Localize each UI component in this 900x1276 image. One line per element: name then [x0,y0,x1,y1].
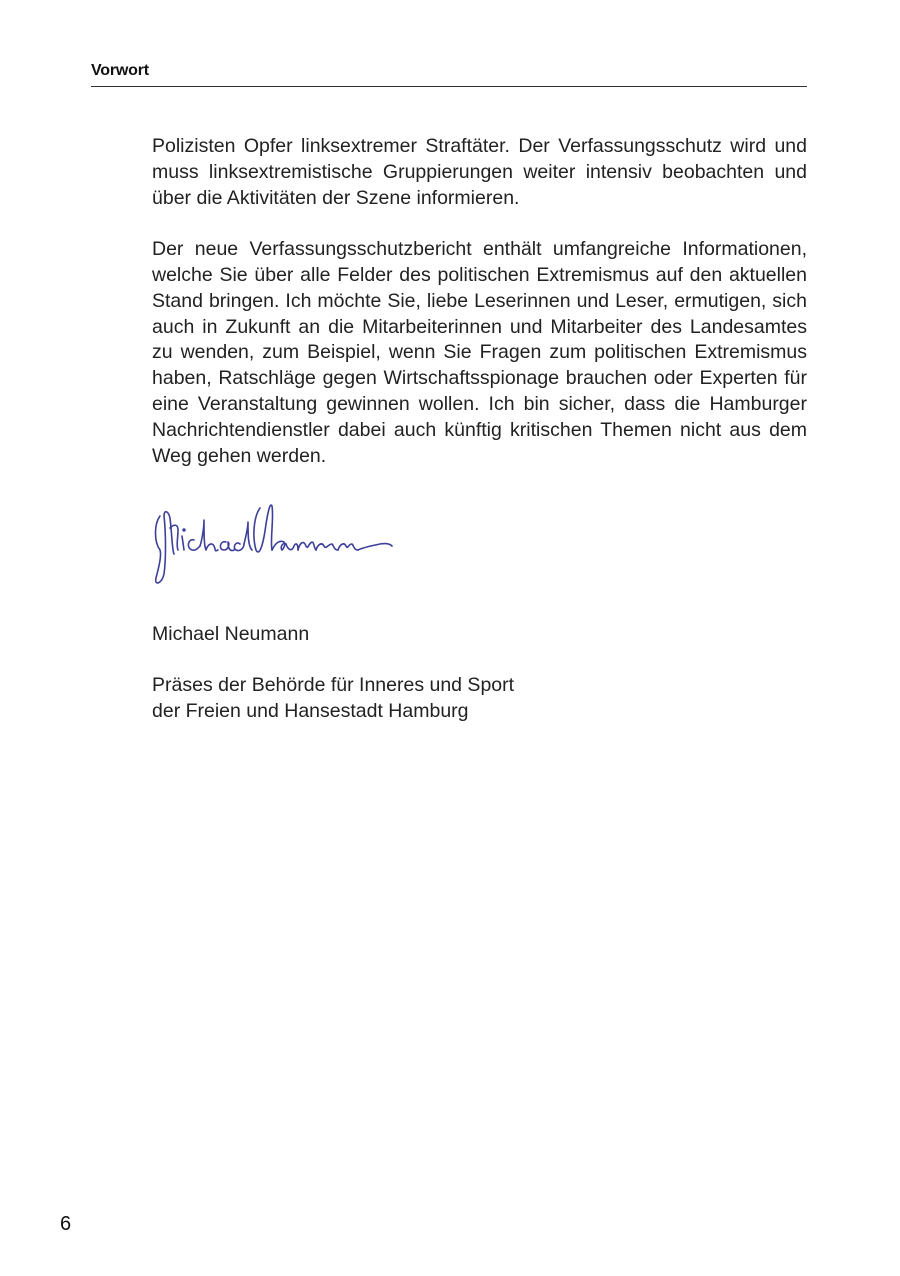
section-title: Vorwort [91,62,149,79]
signer-title-line: der Freien und Hansestadt Hamburg [152,699,469,722]
signer-name: Michael Neumann [152,623,310,645]
paragraph: Der neue Verfassungsschutzbericht enthält umfangreiche Informationen, welche Sie über alle Felder des politischen Extremismus auf den aktuellen Stand bringen. Ich möchte Sie, liebe Leserinnen und Leser, ermutigen, sich auch in Zukunft an die Mitarbeiterinnen und Mitarbeiter des Landesamtes zu wenden, zum Beispiel, wenn Sie Fragen zum politischen Extremismus haben, Ratschläge gegen Wirtschaftsspionage brauchen oder Experten für eine Veranstaltung gewinnen wollen. Ich bin sicher, dass die Hamburger Nachrichtendienstler dabei auch künftig kritischen Themen nicht aus dem Weg gehen werden. [152,238,807,467]
page-number: 6 [60,1213,72,1235]
signer-title-line: Präses der Behörde für Inneres und Sport [152,674,515,696]
foreword-body [152,134,807,469]
signer-title [152,673,514,725]
paragraph: Polizisten Opfer linksextremer Straftäter. Der Verfassungsschutz wird und muss linksextremistische Gruppierungen weiter intensiv beobachten und über die Aktivitäten der Szene informieren. [152,135,807,209]
handwritten-signature [148,494,408,590]
page-header [91,60,807,87]
